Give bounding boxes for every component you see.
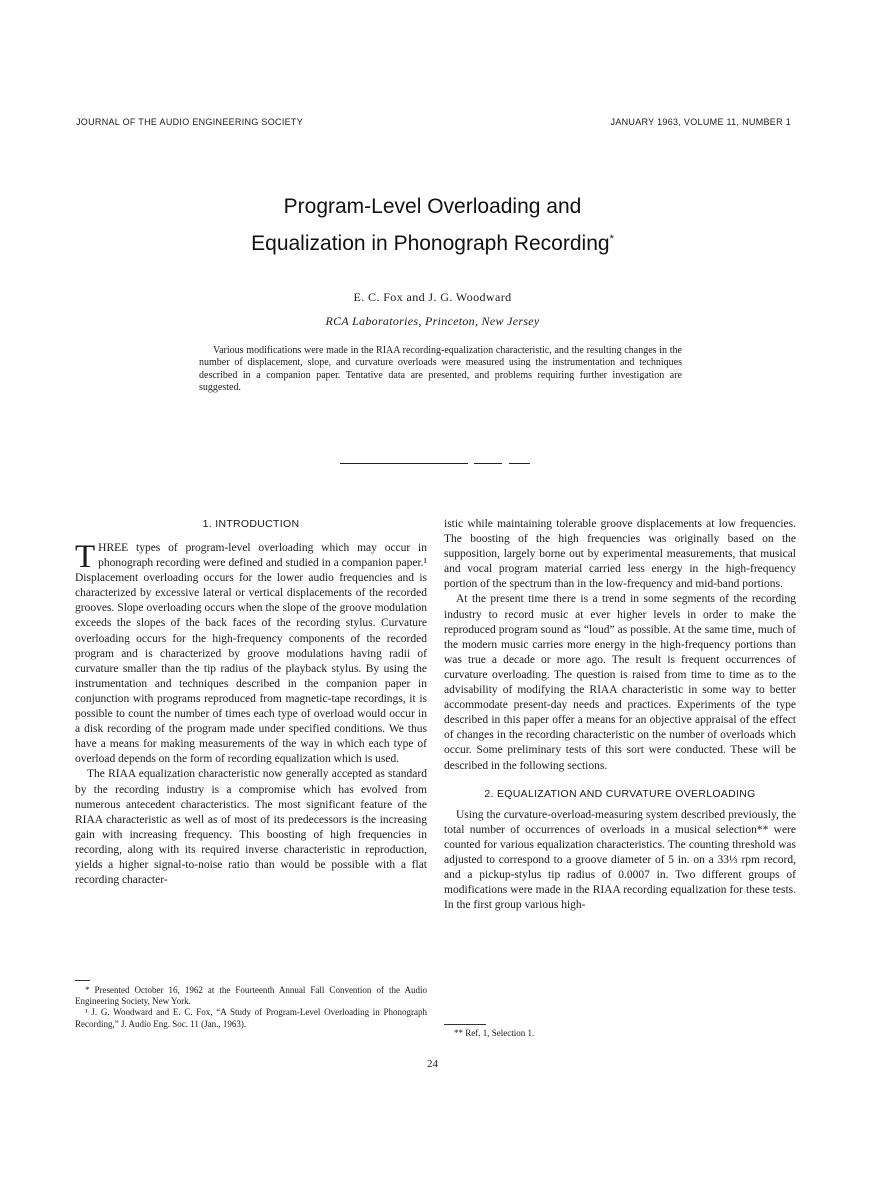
intro-paragraph-1 [75,541,427,767]
section-heading-introduction: 1. INTRODUCTION [202,518,300,530]
intro-paragraph-2: The RIAA equalization characteristic now generally accepted as standard by the recording industry is a compromise which has evolved from numerous antecedent characteristics. The most significant feature of the RIAA characteristic as well as of most of its predecessors is the increasing gain with increasing frequency. This boosting of high frequencies in recording, along with its required inverse characteristic in reproduction, yields a higher signal-to-noise ratio than would be possible with a flat recording character- [75,768,427,887]
paper-title [0,190,865,260]
author-line: E. C. Fox and J. G. Woodward [353,290,512,304]
running-header [0,117,875,131]
separator-rule [474,463,502,464]
page-number: 24 [427,1058,438,1070]
intro-paragraph-3: At the present time there is a trend in some segments of the recording industry to record music at ever higher levels in order to make the reproduced program sound as “loud” as possible. At the same time, much of the modern music carries more energy in the high-frequency portions than was true a decade or more ago. The result is frequent occurrences of curvature overloading. The question is raised from time to time as to the advisability of modifying the RIAA characteristic in some way to better accommodate present-day needs and practices. Experiments of the type described in this paper offer a means for an objective appraisal of the effect of changes in the recording characteristic on the number of overloads which occur. Some preliminary tests of this sort were conducted. These will be described in the following sections. [444,593,796,772]
abstract: Various modifications were made in the RIAA recording-equalization characteristic, and the resulting changes in the number of displacement, slope, and curvature overloads were measured using the instrumentation and techniques described in a companion paper. Tentative data are presented, and problems requiring further investigation are suggested. [199,345,682,394]
section-heading-equalization: 2. EQUALIZATION AND CURVATURE OVERLOADING [484,787,756,800]
issue-info: JANUARY 1963, VOLUME 11, NUMBER 1 [610,117,791,127]
footnote-reference-1: ¹ J. G. Woodward and E. C. Fox, “A Study of Program-Level Overloading in Phonograph Recording,” J. Audio Eng. Soc. 11 (Jan., 1963). [75,1007,427,1029]
footnote-rule [75,980,90,981]
footnotes-right [444,1028,796,1039]
right-column [444,517,796,913]
title-line-2-text: Equalization in Phonograph Recording [251,232,610,255]
title-footnote-mark: * [609,233,614,245]
left-column [75,517,427,888]
separator-rule [340,463,468,464]
separator-rule [509,463,530,464]
intro-paragraph-1-text: HREE types of program-level overloading which may occur in phonograph recording were defined and studied in a companion paper.¹ Displacement overloading occurs for the lower audio frequencies and is characterized by excessive lateral or vertical displacements of the recorded grooves. Slope overloading occurs when the slope of the groove modulation exceeds the slopes of the back faces of the recording stylus. Curvature overloading occurs for the high-frequency components of the recorded program and is characterized by groove modulations having radii of curvature smaller than the tip radius of the playback stylus. By using the instrumentation and techniques described in the companion paper in conjunction with programs reproduced from magnetic-tape recordings, it is possible to count the number of times each type of overload would occur in a disk recording of the program made under specified conditions. We thus have a means for making measurements of the way in which each type of overload depends on the form of recording equalization which is used. [75,542,427,766]
drop-cap: T [75,539,96,575]
footnotes-left [75,985,427,1030]
footnote-rule [444,1024,486,1025]
title-line-2 [0,223,865,260]
equalization-paragraph-1: Using the curvature-overload-measuring system described previously, the total number of occurrences of overloads in a musical selection** were counted for various equalization characteristics. The counting threshold was adjusted to correspond to a groove diameter of 5 in. on a 33⅓ rpm record, and a pickup-stylus tip radius of 0.0007 in. Two different groups of modifications were made in the RIAA recording equalization for these tests. In the first group various high- [444,808,796,912]
affiliation: RCA Laboratories, Princeton, New Jersey [325,314,540,328]
title-line-1: Program-Level Overloading and [283,195,582,218]
intro-paragraph-2-continued: istic while maintaining tolerable groove displacements at low frequencies. The boosting of the high frequencies was originally based on the supposition, largely borne out by experimental measurements, that musical and vocal program material carried less energy in the high-frequency portion of the spectrum than in the low-frequency and mid-band portions. [444,518,796,591]
journal-name: JOURNAL OF THE AUDIO ENGINEERING SOCIETY [76,117,304,127]
footnote-presented: * Presented October 16, 1962 at the Fourteenth Annual Fall Convention of the Audio Engineering Society, New York. [75,985,427,1007]
footnote-selection: ** Ref. 1, Selection 1. [454,1028,535,1038]
